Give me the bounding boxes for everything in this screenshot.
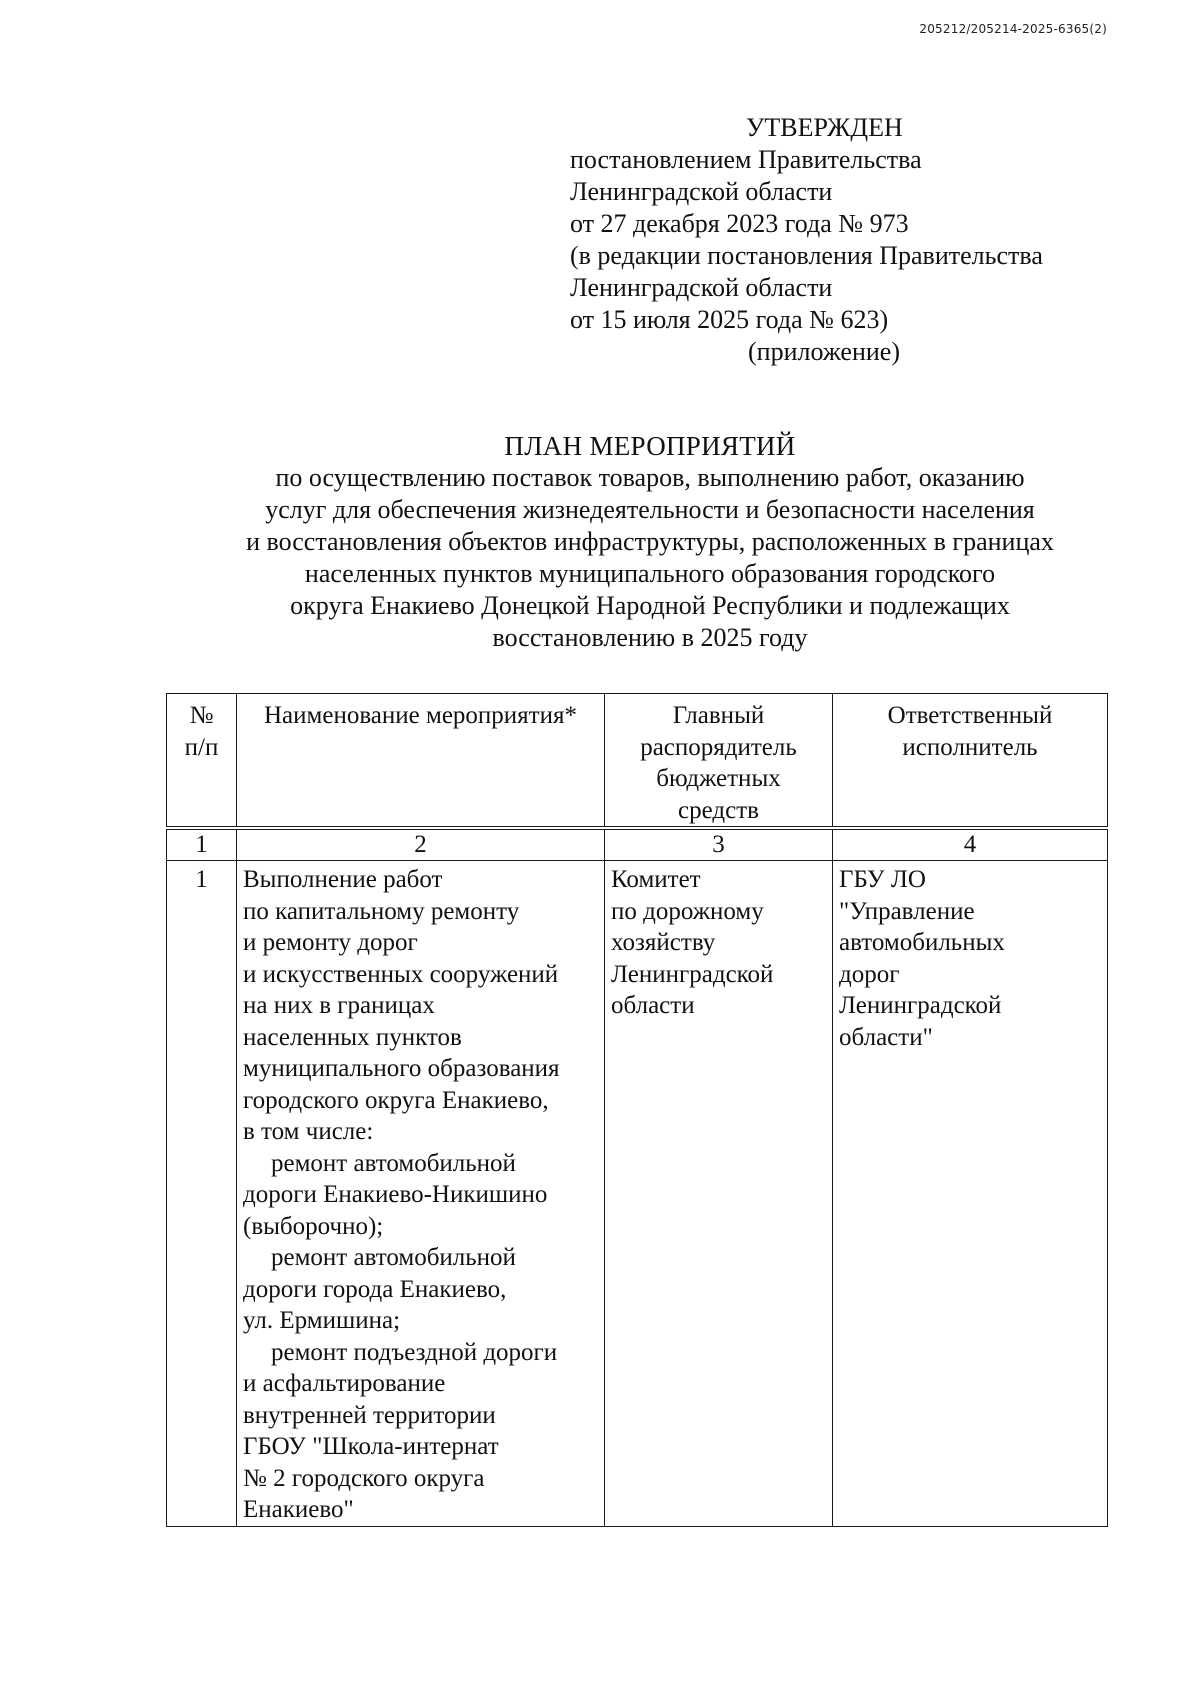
- event-line: по капитальному ремонту: [243, 897, 520, 925]
- header-text: исполнитель: [902, 733, 1038, 761]
- event-line: на них в границах: [243, 992, 435, 1019]
- approval-line: от 15 июля 2025 года № 623): [570, 305, 889, 334]
- table-row: [167, 861, 1108, 1527]
- row-budget-manager: [605, 861, 833, 1527]
- column-number: 3: [605, 828, 833, 861]
- approval-heading: УТВЕРЖДЕН: [746, 113, 903, 142]
- events-table: [166, 693, 1108, 1527]
- header-text: Ответственный: [887, 702, 1053, 729]
- approval-line: Ленинградской области: [570, 273, 833, 302]
- row-executor: [833, 861, 1108, 1527]
- event-line: (выборочно);: [243, 1212, 384, 1240]
- column-number-row: [167, 828, 1108, 861]
- column-number: 1: [167, 828, 237, 861]
- column-number: 4: [833, 828, 1108, 861]
- header-text: распорядитель: [640, 733, 797, 761]
- manager-line: Ленинградской: [611, 960, 774, 988]
- approval-line: (в редакции постановления Правительства: [570, 241, 1043, 270]
- event-line: городского округа Енакиево,: [243, 1086, 549, 1114]
- event-line: ремонт подъездной дороги: [271, 1338, 558, 1366]
- event-line: Выполнение работ: [243, 866, 443, 893]
- event-line: ГБОУ "Школа-интернат: [243, 1433, 499, 1460]
- approval-line: Ленинградской области: [570, 177, 833, 206]
- approval-block: [570, 112, 1130, 368]
- event-line: населенных пунктов: [243, 1023, 462, 1051]
- document-id: 205212/205214-2025-6365(2): [919, 22, 1107, 36]
- plan-subtitle-line: по осуществлению поставок товаров, выполнению работ, оказанию: [275, 463, 1025, 492]
- executor-line: "Управление: [839, 897, 975, 925]
- plan-title: ПЛАН МЕРОПРИЯТИЙ: [504, 431, 796, 461]
- header-name: [237, 694, 605, 829]
- approval-line: постановлением Правительства: [570, 145, 922, 174]
- approval-appendix: (приложение): [748, 337, 901, 366]
- executor-line: Ленинградской: [839, 992, 1002, 1019]
- table-header-row: [167, 694, 1108, 829]
- event-line: внутренней территории: [243, 1401, 496, 1429]
- header-text: Наименование мероприятия*: [264, 702, 577, 729]
- header-text: Главный: [672, 702, 765, 729]
- executor-line: автомобильных: [839, 929, 1005, 956]
- executor-line: дорог: [839, 960, 900, 988]
- event-line: и асфальтирование: [243, 1370, 446, 1397]
- row-number: 1: [167, 861, 237, 1527]
- event-line: муниципального образования: [243, 1055, 560, 1082]
- plan-subtitle-line: услуг для обеспечения жизнедеятельности и безопасности населения: [265, 495, 1035, 524]
- event-line: дороги Енакиево-Никишино: [243, 1181, 548, 1208]
- event-line: ремонт автомобильной: [271, 1149, 516, 1177]
- event-line: № 2 городского округа: [243, 1464, 485, 1492]
- executor-line: области": [839, 1023, 933, 1051]
- header-text: №: [189, 702, 214, 729]
- plan-subtitle-line: округа Енакиево Донецкой Народной Республики и подлежащих: [290, 591, 1010, 620]
- manager-line: Комитет: [611, 866, 701, 893]
- event-line: ремонт автомобильной: [271, 1244, 516, 1271]
- event-line: и ремонту дорог: [243, 929, 418, 956]
- header-num: [167, 694, 237, 829]
- plan-subtitle-line: восстановлению в 2025 году: [492, 623, 808, 652]
- header-text: бюджетных: [656, 765, 781, 792]
- approval-line: от 27 декабря 2023 года № 973: [570, 209, 909, 238]
- executor-line: ГБУ ЛО: [839, 866, 926, 893]
- row-event-name: [237, 861, 605, 1527]
- event-line: в том числе:: [243, 1118, 374, 1145]
- event-line: дороги города Енакиево,: [243, 1275, 507, 1303]
- column-number: 2: [237, 828, 605, 861]
- plan-subtitle-line: населенных пунктов муниципального образования городского: [304, 559, 996, 588]
- manager-line: хозяйству: [611, 929, 716, 956]
- plan-heading: [150, 430, 1150, 654]
- event-line: ул. Ермишина;: [243, 1307, 401, 1334]
- event-line: Енакиево": [243, 1496, 354, 1523]
- header-text: п/п: [184, 733, 219, 761]
- event-line: и искусственных сооружений: [243, 960, 559, 988]
- header-text: средств: [678, 796, 759, 824]
- manager-line: по дорожному: [611, 897, 764, 925]
- header-executor: [833, 694, 1108, 829]
- manager-line: области: [611, 992, 695, 1019]
- header-manager: [605, 694, 833, 829]
- plan-subtitle-line: и восстановления объектов инфраструктуры, расположенных в границах: [246, 527, 1054, 556]
